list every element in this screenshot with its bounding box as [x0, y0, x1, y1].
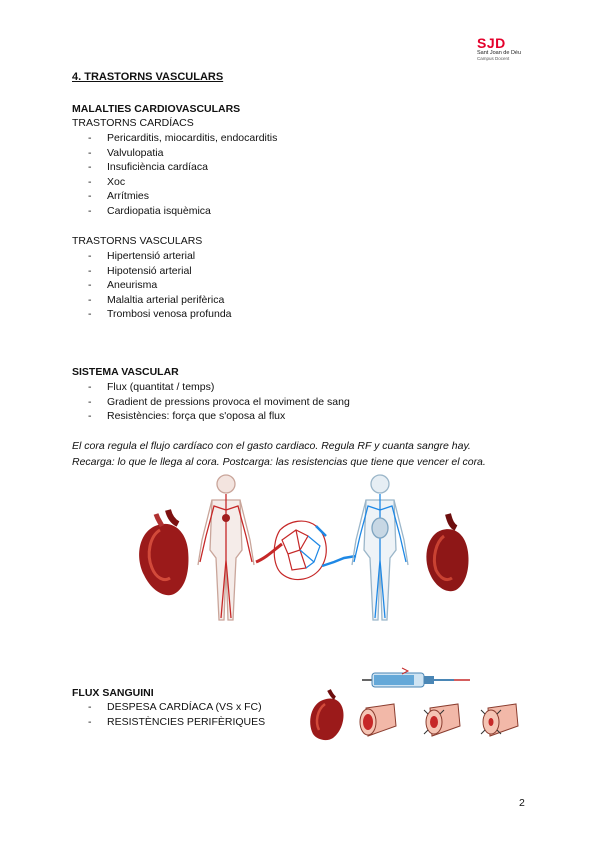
cardio-heading: MALALTIES CARDIOVASCULARS	[72, 103, 241, 115]
flux-heading: FLUX SANGUINI	[72, 687, 154, 699]
arterial-body-figure	[198, 475, 254, 620]
logo-subtitle: Campus Docent	[477, 56, 510, 61]
vascular-list	[88, 249, 232, 322]
list-item: - DESPESA CARDÍACA (VS x FC)	[88, 700, 265, 715]
list-item: - Trombosi venosa profunda	[88, 307, 232, 322]
vessel-section-narrow	[478, 700, 524, 740]
cardiac-heading: TRASTORNS CARDÍACS	[72, 117, 194, 129]
list-item: - Arrítmies	[88, 189, 277, 204]
list-item: - Resistències: força que s'oposa al flux	[88, 409, 350, 424]
venous-body-figure	[352, 475, 408, 620]
list-item: - Xoc	[88, 175, 277, 190]
heart-icon	[139, 510, 188, 595]
list-item: - Valvulopatia	[88, 146, 277, 161]
page-number: 2	[519, 797, 525, 809]
list-item: - Malaltia arterial perifèrica	[88, 293, 232, 308]
sistema-heading: SISTEMA VASCULAR	[72, 366, 179, 378]
sjd-logo	[477, 36, 537, 61]
list-item: - Pericarditis, miocarditis, endocarditis	[88, 131, 277, 146]
note-line-1: El cora regula el flujo cardíaco con el gasto cardiaco. Regula RF y cuanta sangre hay.	[72, 440, 471, 452]
list-item: - Flux (quantitat / temps)	[88, 380, 350, 395]
list-item: - Insuficiència cardíaca	[88, 160, 277, 175]
capillary-network	[256, 521, 356, 579]
list-item: - RESISTÈNCIES PERIFÈRIQUES	[88, 715, 265, 730]
note-line-2: Recarga: lo que le llega al cora. Postcarga: las resistencias que tiene que vencer el cora.	[72, 456, 486, 468]
list-item: - Hipertensió arterial	[88, 249, 232, 264]
vessel-section-medium	[420, 700, 466, 740]
syringe-icon	[362, 666, 472, 694]
circulation-illustration	[130, 470, 470, 640]
list-item: - Aneurisma	[88, 278, 232, 293]
logo-name: Sant Joan de Déu	[477, 50, 522, 56]
cardiac-list	[88, 131, 277, 219]
list-item: - Hipotensió arterial	[88, 264, 232, 279]
flux-list	[88, 700, 265, 729]
vessel-section-wide	[356, 700, 402, 740]
heart-icon	[426, 514, 468, 591]
list-item: - Cardiopatia isquèmica	[88, 204, 277, 219]
sistema-list	[88, 380, 350, 424]
vascular-heading: TRASTORNS VASCULARS	[72, 235, 203, 247]
page-title: 4. TRASTORNS VASCULARS	[72, 71, 224, 83]
logo-mark: SJD	[477, 35, 506, 51]
heart-icon	[307, 688, 347, 742]
list-item: - Gradient de pressions provoca el moviment de sang	[88, 395, 350, 410]
